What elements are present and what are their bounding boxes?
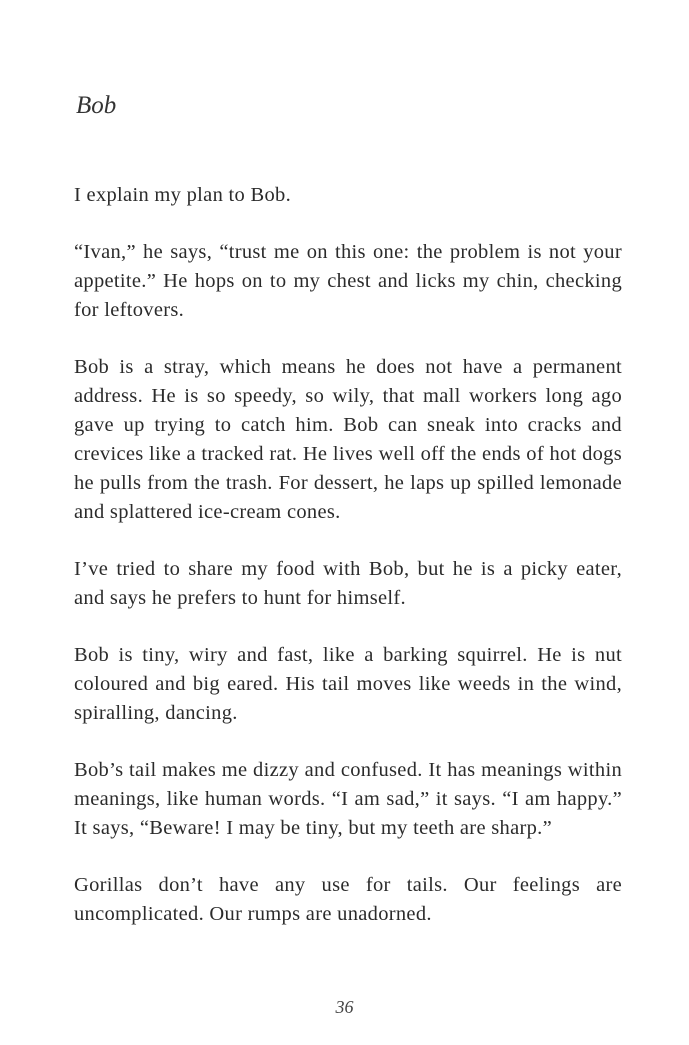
paragraph: Bob’s tail makes me dizzy and confused. It has meanings within meanings, like human words. “I am sad,” it says. “I am happy.” It says, “Beware! I may be tiny, but my teeth are sharp.” — [74, 759, 622, 839]
paragraph: Bob is a stray, which means he does not have a permanent address. He is so speedy, so wily, that mall workers long ago gave up trying to catch him. Bob can sneak into cracks and crevices like a tracked rat. He lives well off the ends of hot dogs he pulls from the trash. For dessert, he laps up spilled lemonade and splattered ice-cream cones. — [74, 356, 622, 523]
paragraph: Gorillas don’t have any use for tails. Our feelings are uncomplicated. Our rumps are unadorned. — [74, 874, 622, 925]
paragraph: I’ve tried to share my food with Bob, but he is a picky eater, and says he prefers to hunt for himself. — [74, 558, 622, 609]
chapter-title: Bob — [76, 92, 117, 119]
paragraph: Bob is tiny, wiry and fast, like a barking squirrel. He is nut coloured and big eared. His tail moves like weeds in the wind, spiralling, dancing. — [74, 644, 622, 724]
body-text — [74, 181, 622, 957]
paragraph: I explain my plan to Bob. — [74, 184, 292, 206]
paragraph: “Ivan,” he says, “trust me on this one: the problem is not your appetite.” He hops on to my chest and licks my chin, checking for leftovers. — [74, 241, 622, 321]
page-number: 36 — [335, 997, 354, 1017]
